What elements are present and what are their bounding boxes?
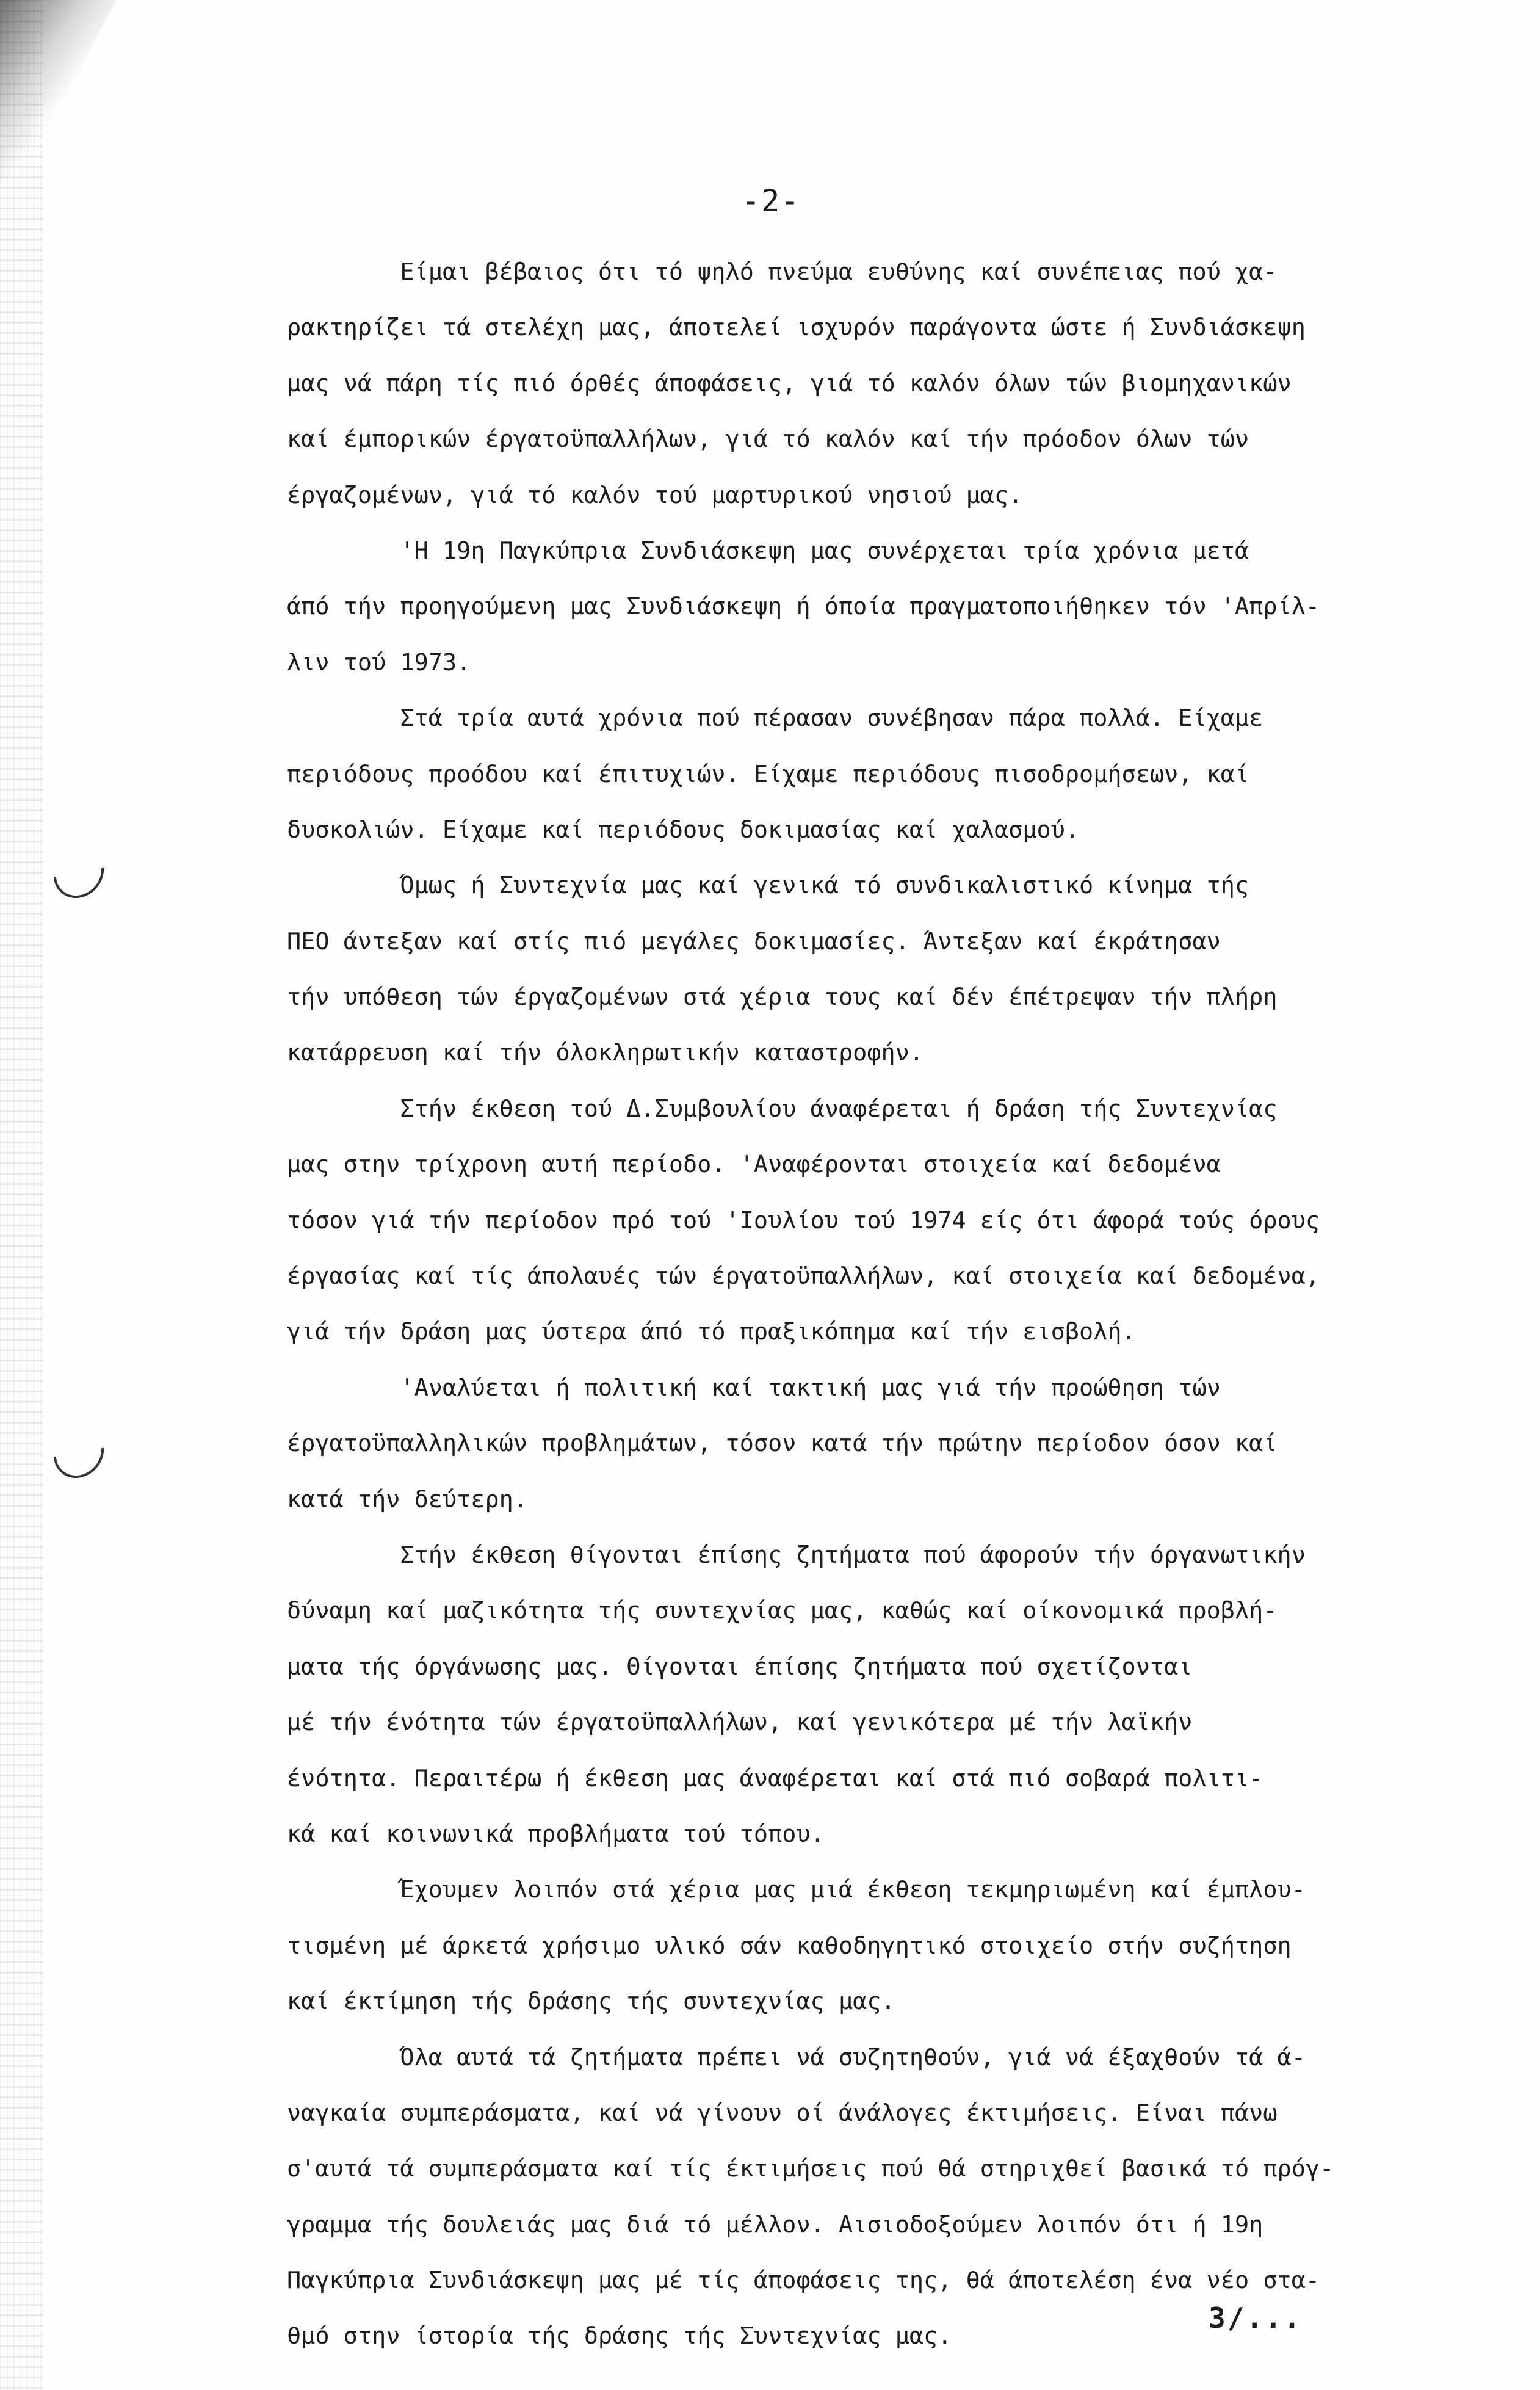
text-line: ένότητα. Περαιτέρω ή έκθεση μας άναφέρεται καί στά πιό σοβαρά πολιτι-	[287, 1764, 1263, 1792]
text-line: έργατοϋπαλληλικών προβλημάτων, τόσον κατά τήν πρώτην περίοδον όσον καί	[287, 1430, 1278, 1458]
text-line: τόσον γιά τήν περίοδον πρό τού 'Ιουλίου τού 1974 είς ότι άφορά τούς όρους	[287, 1206, 1320, 1234]
text-line: Είμαι βέβαιος ότι τό ψηλό πνεύμα ευθύνης καί συνέπειας πού χα-	[287, 258, 1278, 286]
text-line: σ'αυτά τά συμπεράσματα καί τίς έκτιμήσεις πού θά στηριχθεί βασικά τό πρόγ-	[287, 2155, 1334, 2183]
text-line: κατά τήν δεύτερη.	[287, 1485, 528, 1513]
punch-hole-upper	[43, 836, 114, 908]
text-line: τισμένη μέ άρκετά χρήσιμο υλικό σάν καθοδηγητικό στοιχείο στήν συζήτηση	[287, 1932, 1292, 1960]
text-line: ματα τής όργάνωσης μας. Θίγονται έπίσης ζητήματα πού σχετίζονται	[287, 1653, 1193, 1681]
text-line: γραμμα τής δουλειάς μας διά τό μέλλον. Αισιοδοξούμεν λοιπόν ότι ή 19η	[287, 2211, 1263, 2239]
continuation-mark: 3/...	[1209, 2301, 1303, 2334]
text-line: 'Η 19η Παγκύπρια Συνδιάσκεψη μας συνέρχεται τρία χρόνια μετά	[287, 537, 1249, 565]
text-line: ναγκαία συμπεράσματα, καί νά γίνουν οί άνάλογες έκτιμήσεις. Είναι πάνω	[287, 2099, 1278, 2127]
text-line: μέ τήν ένότητα τών έργατοϋπαλλήλων, καί γενικότερα μέ τήν λαϊκήν	[287, 1709, 1193, 1737]
text-line: μας νά πάρη τίς πιό όρθές άποφάσεις, γιά τό καλόν όλων τών βιομηχανικών	[287, 369, 1292, 397]
text-line: Έχουμεν λοιπόν στά χέρια μας μιά έκθεση τεκμηριωμένη καί έμπλου-	[287, 1876, 1306, 1904]
text-line: Στά τρία αυτά χρόνια πού πέρασαν συνέβησαν πάρα πολλά. Είχαμε	[287, 704, 1263, 733]
text-line: Στήν έκθεση τού Δ.Συμβουλίου άναφέρεται ή δράση τής Συντεχνίας	[287, 1095, 1278, 1123]
punch-hole-lower	[43, 1416, 114, 1488]
text-line: γιά τήν δράση μας ύστερα άπό τό πραξικόπημα καί τήν εισβολή.	[287, 1318, 1136, 1346]
text-line: Όμως ή Συντεχνία μας καί γενικά τό συνδικαλιστικό κίνημα τής	[287, 872, 1249, 900]
scan-corner-shadow	[0, 0, 116, 183]
body-text	[287, 244, 1441, 2364]
text-line: έργασίας καί τίς άπολαυές τών έργατοϋπαλλήλων, καί στοιχεία καί δεδομένα,	[287, 1262, 1320, 1291]
text-line: ρακτηρίζει τά στελέχη μας, άποτελεί ισχυρόν παράγοντα ώστε ή Συνδιάσκεψη	[287, 314, 1306, 342]
text-line: Παγκύπρια Συνδιάσκεψη μας μέ τίς άποφάσεις της, θά άποτελέση ένα νέο στα-	[287, 2267, 1320, 2295]
text-line: έργαζομένων, γιά τό καλόν τού μαρτυρικού νησιού μας.	[287, 481, 1023, 509]
text-line: λιν τού 1973.	[287, 648, 471, 676]
text-line: θμό στην ίστορία τής δράσης τής Συντεχνίας μας.	[287, 2322, 952, 2350]
page-number: -2-	[742, 183, 801, 219]
text-line: δύναμη καί μαζικότητα τής συντεχνίας μας, καθώς καί οίκονομικά προβλή-	[287, 1597, 1278, 1625]
text-line: κατάρρευση καί τήν όλοκληρωτικήν καταστροφήν.	[287, 1039, 924, 1067]
scan-edge-noise	[0, 0, 43, 2390]
text-line: δυσκολιών. Είχαμε καί περιόδους δοκιμασίας καί χαλασμού.	[287, 816, 1080, 844]
text-line: καί έκτίμηση τής δράσης τής συντεχνίας μας.	[287, 1988, 895, 2016]
text-line: 'Αναλύεται ή πολιτική καί τακτική μας γιά τήν προώθηση τών	[287, 1374, 1221, 1402]
text-line: τήν υπόθεση τών έργαζομένων στά χέρια τους καί δέν έπέτρεψαν τήν πλήρη	[287, 983, 1278, 1012]
text-line: άπό τήν προηγούμενη μας Συνδιάσκεψη ή όποία πραγματοποιήθηκεν τόν 'Απρίλ-	[287, 593, 1320, 621]
text-line: Στήν έκθεση θίγονται έπίσης ζητήματα πού άφορούν τήν όργανωτικήν	[287, 1541, 1306, 1569]
text-line: περιόδους προόδου καί έπιτυχιών. Είχαμε περιόδους πισοδρομήσεων, καί	[287, 760, 1249, 788]
text-line: Όλα αυτά τά ζητήματα πρέπει νά συζητηθούν, γιά νά έξαχθούν τά ά-	[287, 2043, 1306, 2071]
text-line: ΠΕΟ άντεξαν καί στίς πιό μεγάλες δοκιμασίες. Άντεξαν καί έκράτησαν	[287, 927, 1221, 955]
text-line: μας στην τρίχρονη αυτή περίοδο. 'Αναφέρονται στοιχεία καί δεδομένα	[287, 1151, 1221, 1179]
text-line: κά καί κοινωνικά προβλήματα τού τόπου.	[287, 1820, 825, 1848]
text-line: καί έμπορικών έργατοϋπαλλήλων, γιά τό καλόν καί τήν πρόοδον όλων τών	[287, 425, 1249, 454]
